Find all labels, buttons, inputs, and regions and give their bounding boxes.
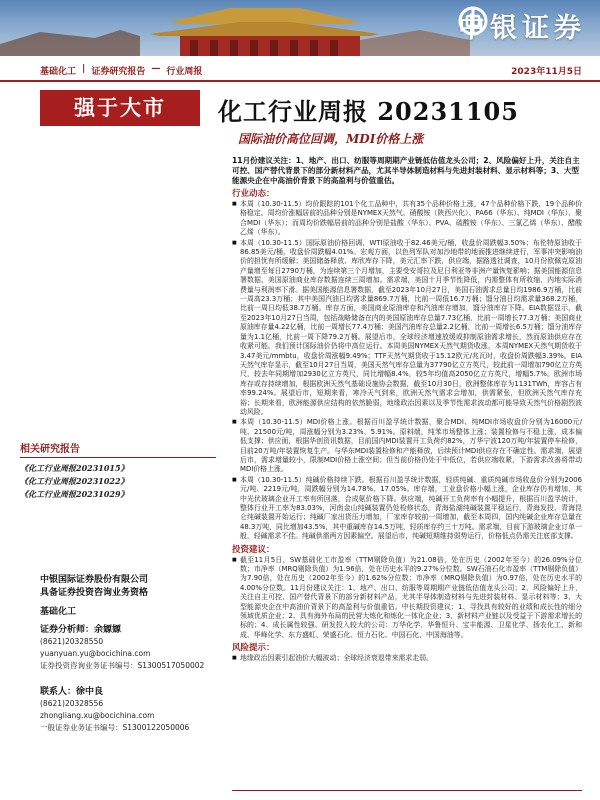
investment-bullet: ■ 截至11月5日，SW基础化工市盈率（TTM剔除负值）为21.08倍，处在历史（2002年至今）的26.09%分位数；市净率（MRQ剔除负值）为1.96倍，处在历史水平的9.27%分位数。SW石油石化市盈率（TTM剔除负值）为7.90倍，处在历史（2002年至今）的1.62%分位数；市净率（MRQ剔除负值）为0.97倍，处在历史水平的4.00%分位数。11月份建议关注：1、地产、出口、纺服等周期期产业链低估值龙头公司；2、风险偏好上升，关注自主可控、国产替代背景下的部分新材料产品，尤其半导体制造材料与先进封装材料、显示材料等；3、大型能源央企在中高油价背景下的高盈利与价值重估。中长期投资建议：1、寻找具有较好的业绩和成长性的细分领域优质企业；2、具有海外布局的民营大炼化和炼化一体化企业；3、新材料产业链以及受益于下游需求增长的标的；4、成长属性较强、研发投入较大的公司：万华化学、华鲁恒升、宝丰能源、卫星化学、扬农化工、新和成、华峰化学、东方盛虹、荣盛石化、恒力石化、中国石化、中国海油等。 (232, 556, 582, 641)
related-reports (20, 440, 216, 501)
related-report-link[interactable]: 《化工行业周报20231015》 (20, 463, 129, 473)
industry-bullet: ■ 本周（10.30-11.5）MDI价格上涨。根据百川盈孚统计数据，聚合MDI、纯MDI市场收盘价分别为16000元/吨、21500元/吨，周涨幅分别为3.23%、5.91%。原料端，纯苯市场整体上涨；装置检修与不稳上涨，成本偏低支撑；供应面，根据华创资讯数据，目前国内MDI装置开工负荷约82%，万华宁波120万吨/年装置停车检修，目前20万吨/年装置恢复生产。与华东MDI装置检修和产能释放，后续预计MDI供应存在不确定性。需求端，展望后市，需求增量较小，限制MDI价格上涨空间；但当前价格仍处于中低位，若供应端收紧，下游需求改善将带动MDI价格上涨。 (232, 418, 582, 474)
report-header (0, 60, 600, 80)
main-content (232, 156, 582, 665)
page-subtitle: 国际油价高位回调，MDI价格上涨 (238, 132, 424, 146)
contact-role: 联系人：徐中良 (40, 687, 104, 697)
industry-bullet: ■ 本周（10.30-11.5）纯碱价格持续下跌。根据百川盈孚统计数据，轻质纯碱、重质纯碱市场收盘价分别为2006元/吨、2219元/吨，周跌幅分别为14.78%、17.05%。库存端，工业盘价格小幅上涨，企业库存仍有增加，其中光伏玻璃企业开工率有所回落，合成氨价格下降。供应端，纯碱开工负荷率有小幅提升，根据百川盈孚统计，整体行业开工率为83.03%，河南金山纯碱装置仍处检修状态，青海盐湖纯碱装置平稳运行，青海发投、青海昆仑纯碱装置开始运行；纯碱厂家出货压力增加，厂家库存较前一周增加，截至本周四，国内纯碱企业库存总量在48.3万吨，同比增加43.5%，其中重碱库存14.5万吨，轻质库存约三十万吨。需求端，目前下游玻璃企业订单一般，轻碱需求不佳。纯碱供需两方因素偏空。展望后市，纯碱短期维持弱势运行，价格低点仍需关注底部支撑。 (232, 476, 582, 542)
related-report-link[interactable]: 《化工行业周报20231022》 (20, 476, 129, 486)
analyst-cert: 证券投资咨询业务证书编号：S1300517050002 (40, 661, 205, 670)
section-heading-industry: 行业动态： (232, 189, 275, 199)
related-report-link[interactable]: 《化工行业周报20231029》 (20, 489, 129, 499)
brand-name: 中银证券 (458, 13, 586, 44)
header-divider (0, 80, 600, 82)
lead-summary: 11月份建议关注：1、地产、出口、纺服等周期期产业链低估值龙头公司；2、风险偏好上升，关注自主可控、国产替代背景下的部分新材料产品，尤其半导体制造材料与先进封装材料、显示材料等；3、大型能源央企在中高油价背景下的高盈利与价值重估。 (232, 156, 580, 185)
analyst-email[interactable]: yuanyuan.yu@bocichina.com (40, 649, 151, 658)
company-name: 中银国际证券股份有限公司 具备证券投资咨询业务资格 (40, 575, 149, 598)
risk-bullet: ■ 地缘政治因素引起油价大幅波动；全球经济衰退带来需求走弱。 (232, 654, 582, 663)
analyst-phone: (8621)20328550 (40, 637, 104, 646)
contact-block (40, 686, 220, 734)
contact-cert: 一般证券业务证书编号：S1300122050006 (40, 723, 190, 732)
analyst-role: 证券分析师：余嫄嫄 (40, 625, 122, 635)
industry-bullet: ■ 本周（10.30-11.5）国际原油价格回调，WTI原油收于82.46美元/桶，收盘价周跌幅3.50%；布伦特原油收于86.85美元/桶，收盘价周跌幅4.01%。宏观方面，以色列军队对加沙地带的地面推进继续进行，军事冲突影响油价的担忧有所缓解；美国储备释放、库欣库存下降，美元汇率下跌，供应端，据路透社调查，10月份欧佩克原油产量增至每日2790万桶，为连续第三个月增加，主要受安哥拉及尼日利亚等非洲产量恢复影响；据美国能源信息署数据，美国原油商业库存数据连续三周增加。需求端，美国十月季节性降低，内需整体有所收缩、内地实际消费量与利润率下滑。据美国能源信息署数据，截至2023年10月27日，美国石油需求总量日均1986.9万桶，比前一周高23.3万桶；其中美国汽油日均需求量869.7万桶，比前一周低16.7万桶；馏分油日均需求量368.2万桶，比前一周日均低38.7万桶。库存方面，美国商业原油库存和汽油库存增加，馏分油库存下降。EIA数据显示，截至2023年10月27日当周，包括战略储备在内的美国原油库存总量7.73亿桶，比前一周增长77.3万桶；美国商业原油库存量4.22亿桶，比前一周增长77.4万桶；美国汽油库存总量2.2亿桶，比前一周增长6.5万桶；馏分油库存量为1.1亿桶，比前一周下降79.2万桶。展望后市，全球经济增速放缓或抑制原油需求增长，然而原油供应存在收紧可能。我们预计国际油价仍将中高位运行。本周美国NYMEX天然气期货收涨，本周NYMEX天然气期货收于3.47美元/mmbtu，收盘价周涨幅9.49%；TTF天然气期货收于15.12欧元/兆瓦时，收盘价周跌幅3.39%。EIA天然气库存显示，截至10月27日当周，美国天然气库存总量为37790亿立方英尺，较此前一周增加790亿立方英尺，较去年同期增加2930亿立方英尺，同比增幅8.4%，较5年均值高2050亿立方英尺，增幅5.7%。欧洲市场库存或存持续增加，根据欧洲天然气基础设施协会数据，截至10月30日，欧洲整体库存为1131TWh，库容占有率99.24%。展望后市，短期来看，寒冷天气到来，欧洲天然气需求会增加，供需紧张，但欧洲天然气库存充裕；长期来看，欧洲能源供应结构的依然脆弱，地缘政治因素以及季节性需求波动都可能导致天然气价格剧烈波动风险。 (232, 239, 582, 418)
page-title: 化工行业周报 20231105 (218, 97, 519, 126)
section-heading-investment: 投资建议： (232, 544, 275, 555)
contact-phone: (8621)20328556 (40, 699, 104, 708)
industry-tag: 基础化工 (40, 607, 77, 617)
separator-dash: — (151, 64, 161, 74)
separator: | (82, 64, 86, 74)
section-heading-risk: 风险提示： (232, 643, 275, 654)
report-date: 2023年11月5日 (511, 67, 582, 77)
report-category-line (40, 64, 202, 77)
footer-divider (232, 790, 582, 791)
rating-badge: 强于大市 (40, 90, 200, 126)
analyst-block (40, 624, 220, 672)
industry-bullet: ■ 本周（10.30-11.5）均价跟踪的101个化工品种中，共有35个品种价格上涨，47个品种价格下跌，19个品种价格稳定。周均价涨幅居前的品种分别是NYMEX天然气、硝酸铵（陕西兴化）、PA66（华东）、纯MDI（华东）、聚合MDI（华东）；而周均价跌幅居前的品种分别是盐酸（华东）、PVA、硫酸铵（华东）、三氯乙烯（华东）、醋酸乙烯（华东）。 (232, 200, 582, 238)
related-reports-title: 相关研究报告 (20, 440, 216, 458)
report-type: 证券研究报告 (91, 67, 146, 77)
contact-email[interactable]: zhongliang.xu@bocichina.com (40, 711, 155, 720)
brand (458, 6, 586, 45)
category: 基础化工 (40, 67, 77, 77)
header-banner (0, 0, 600, 56)
report-sub-type: 行业周报 (166, 67, 203, 77)
bank-of-china-logo-icon (458, 6, 488, 36)
